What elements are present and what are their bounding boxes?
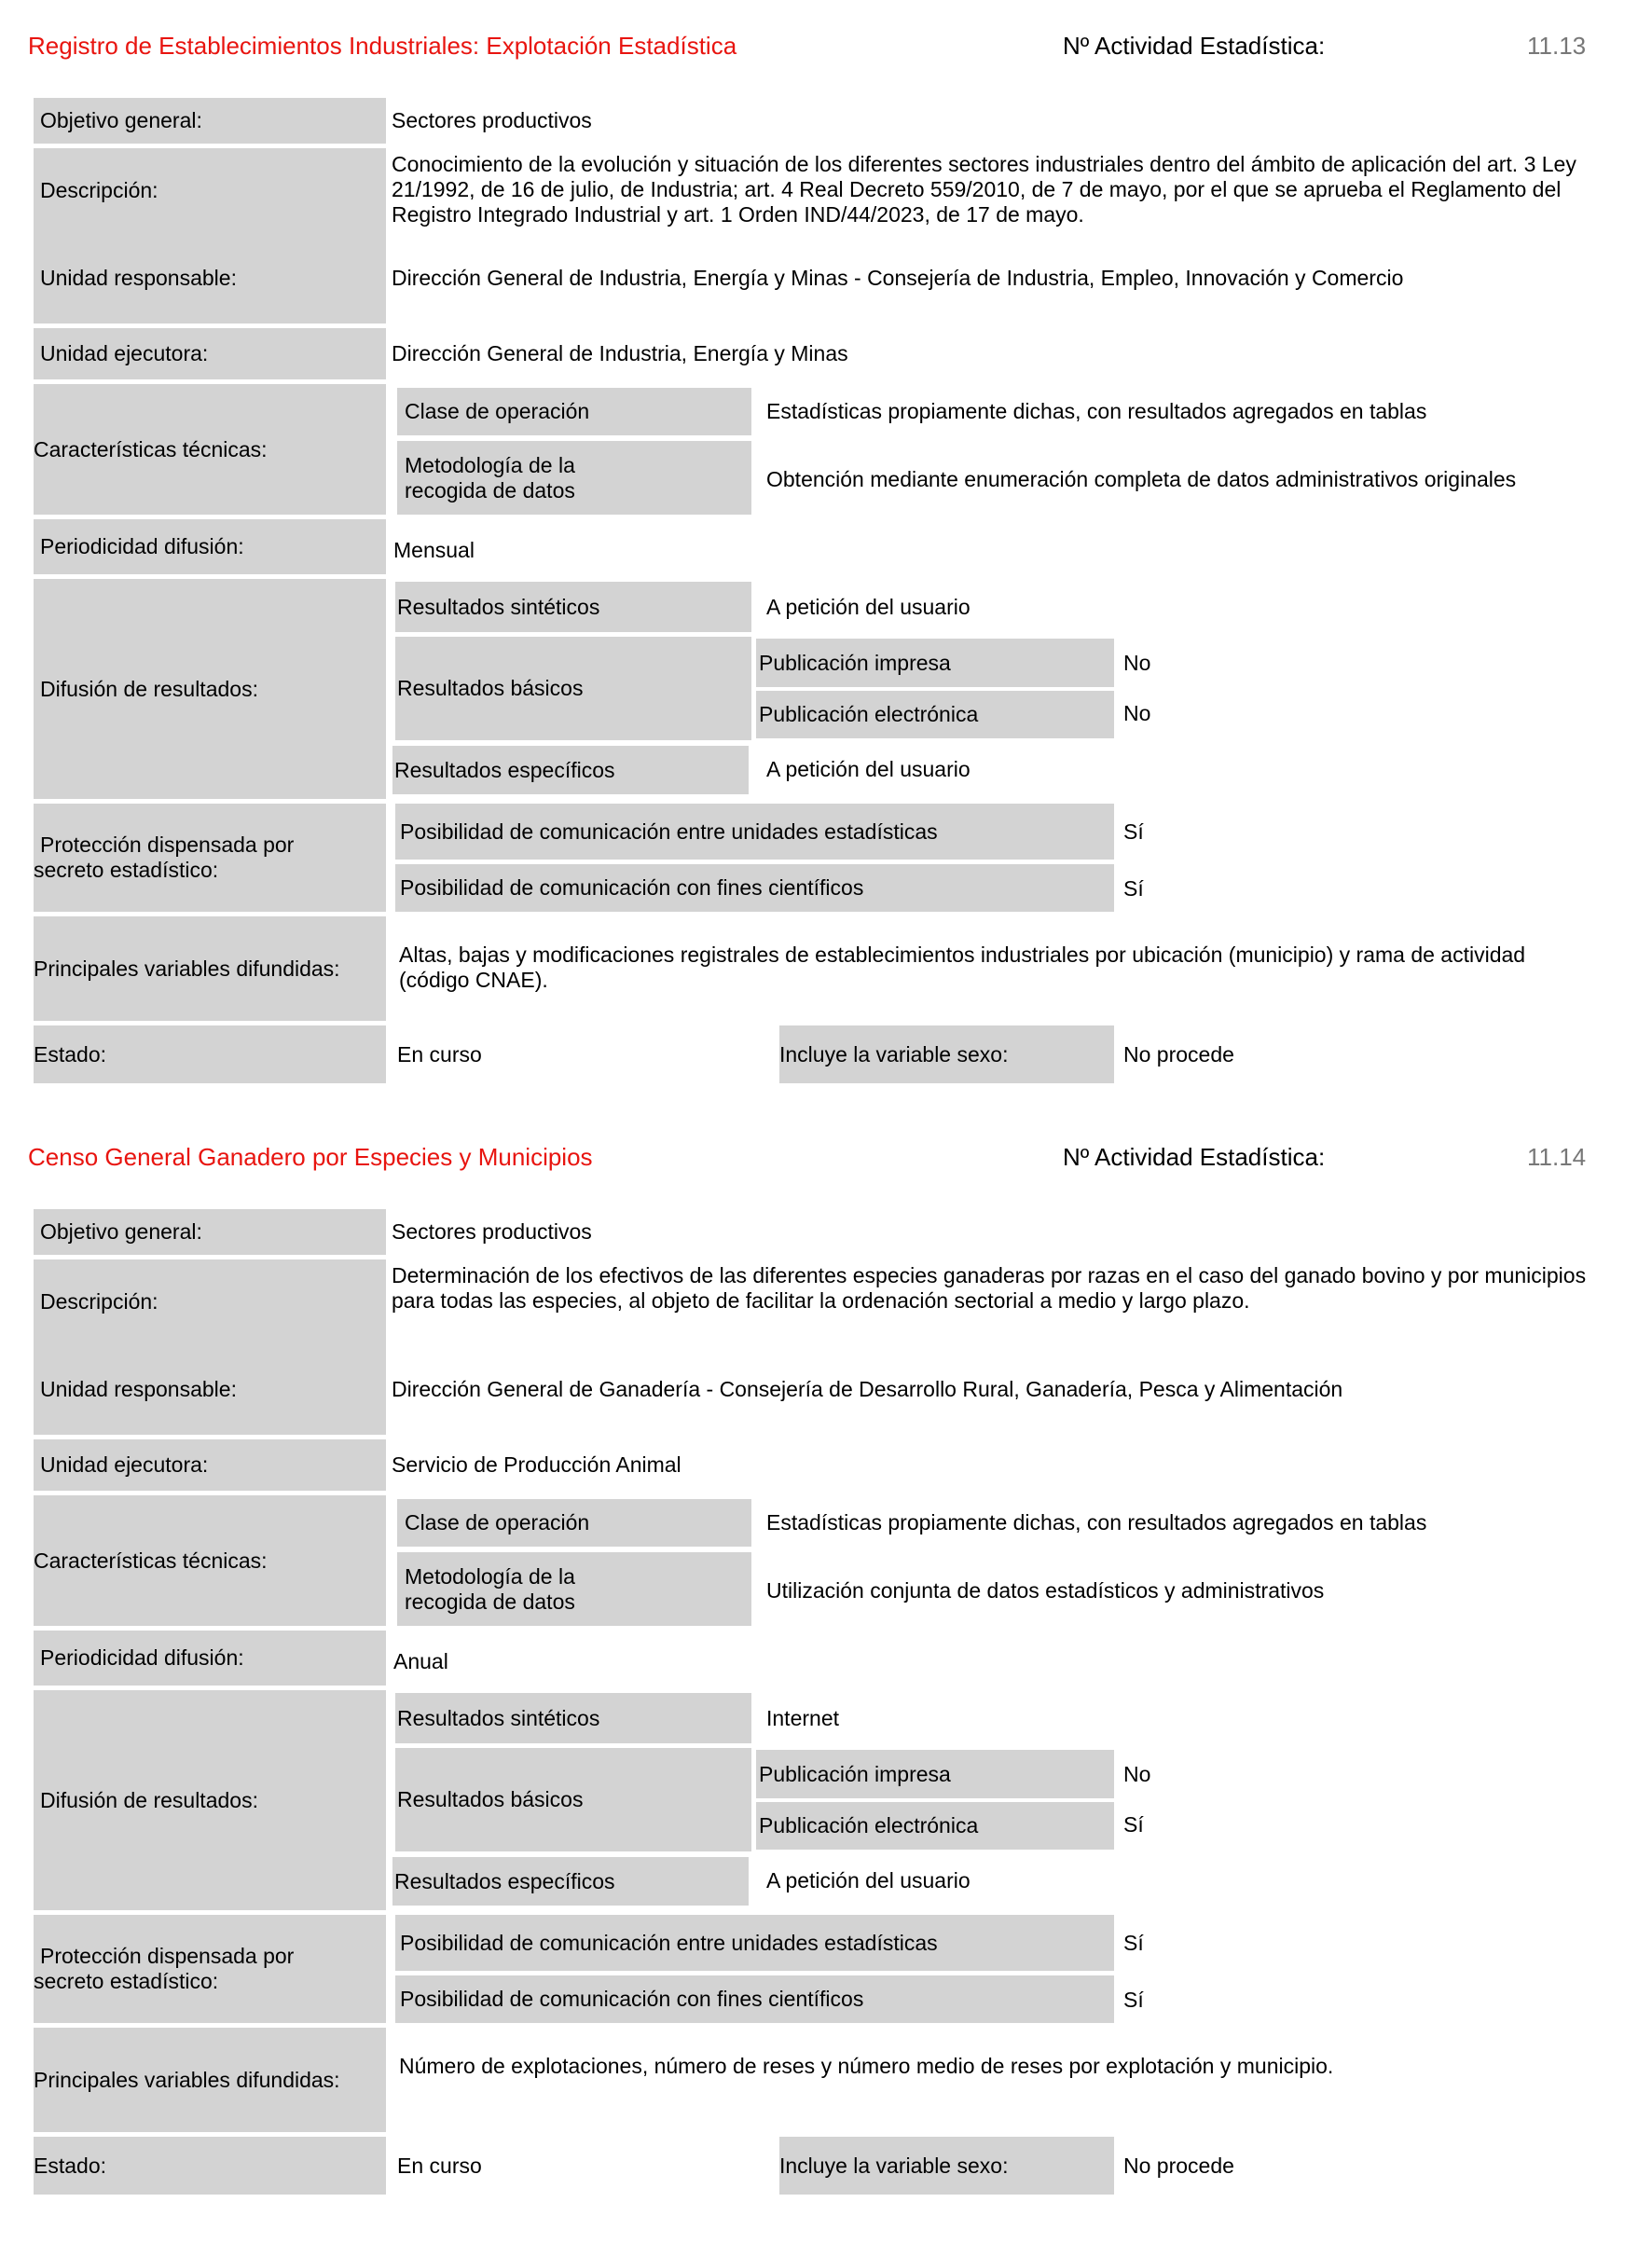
- sex-variable-value: No procede: [1123, 1042, 1234, 1067]
- synthetic-results-label: [395, 1693, 751, 1743]
- cell-label-text: Unidad ejecutora:: [40, 1452, 209, 1477]
- cell-label-text: Difusión de resultados:: [40, 676, 258, 701]
- executing-unit-value: Servicio de Producción Animal: [392, 1452, 681, 1477]
- cell-label-text: Metodología de la recogida de datos: [405, 1563, 575, 1614]
- periodicity-label: [34, 1631, 386, 1686]
- cell-label-text: Objetivo general:: [40, 108, 202, 132]
- periodicity-value: Mensual: [393, 538, 475, 562]
- methodology-label: [397, 441, 751, 515]
- cell-label-text: Difusión de resultados:: [40, 1787, 258, 1812]
- objective-label: [34, 1209, 386, 1255]
- objective-value: Sectores productivos: [392, 108, 592, 132]
- operation-class-value: Estadísticas propiamente dichas, con resultados agregados en tablas: [766, 399, 1427, 423]
- periodicity-value: Anual: [393, 1649, 448, 1673]
- synthetic-results-label: [395, 582, 751, 632]
- cell-label-text: Publicación electrónica: [759, 1813, 979, 1837]
- protection-label: [34, 804, 386, 912]
- cell-label-text: Resultados específicos: [394, 1868, 615, 1893]
- activity-number-label: Nº Actividad Estadística:: [1063, 32, 1326, 60]
- cell-label-text: Resultados sintéticos: [397, 1705, 600, 1730]
- dissemination-label: [34, 579, 386, 799]
- cell-label-text: Posibilidad de comunicación con fines científicos: [400, 875, 864, 900]
- technical-label: [34, 1495, 386, 1626]
- electronic-publication-value: Sí: [1123, 1812, 1144, 1837]
- electronic-publication-label: [756, 691, 1114, 738]
- methodology-label: [397, 1552, 751, 1626]
- cell-label-text: Publicación impresa: [759, 1761, 951, 1786]
- main-variables-value: Altas, bajas y modificaciones registrales de establecimientos industriales por ubicación (municipio) y rama de actividad (código CNAE).: [399, 943, 1526, 992]
- cell-label-text: Principales variables difundidas:: [34, 956, 340, 981]
- cell-label-text: Resultados básicos: [397, 676, 584, 700]
- comm-science-label: [395, 864, 1114, 912]
- main-variables-value: Número de explotaciones, número de reses y número medio de reses por explotación y municipio.: [399, 2054, 1334, 2078]
- sex-variable-label: [779, 1025, 1114, 1083]
- statistical-activity-record: [0, 1111, 1652, 2221]
- technical-label: [34, 384, 386, 515]
- cell-label-text: Principales variables difundidas:: [34, 2067, 340, 2092]
- cell-label-text: Clase de operación: [405, 399, 590, 423]
- specific-results-label: [392, 1857, 749, 1906]
- description-value: Conocimiento de la evolución y situación de los diferentes sectores industriales dentro del ámbito de aplicación del art. 3 Ley 21/1992, de 16 de julio, de Industria; art. 4 Real Decreto 559/2010, de 7 de mayo, por el que se aprueba el Reglamento del Registro Integrado Industrial y art. 1 Orden IND/44/2023, de 17 de mayo.: [392, 152, 1576, 227]
- activity-title: Registro de Establecimientos Industriales: Explotación Estadística: [28, 32, 737, 60]
- operation-class-label: [397, 1499, 751, 1547]
- comm-science-label: [395, 1975, 1114, 2023]
- sex-variable-label: [779, 2137, 1114, 2195]
- cell-label-text: Estado:: [34, 2153, 106, 2178]
- comm-science-value: Sí: [1123, 1988, 1144, 2012]
- activity-number: 11.13: [1527, 32, 1587, 60]
- cell-label-text: Clase de operación: [405, 1510, 590, 1534]
- protection-label: [34, 1915, 386, 2023]
- cell-label-text: Periodicidad difusión:: [40, 534, 244, 558]
- executing-unit-label: [34, 1439, 386, 1491]
- comm-units-label: [395, 1915, 1114, 1971]
- basic-results-label: [395, 637, 751, 740]
- cell-label-text: Incluye la variable sexo:: [779, 2153, 1009, 2178]
- periodicity-label: [34, 519, 386, 574]
- comm-units-value: Sí: [1123, 819, 1144, 844]
- responsible-unit-value: Dirección General de Ganadería - Consejería de Desarrollo Rural, Ganadería, Pesca y Alimentación: [392, 1377, 1343, 1401]
- operation-class-value: Estadísticas propiamente dichas, con resultados agregados en tablas: [766, 1510, 1427, 1534]
- executing-unit-value: Dirección General de Industria, Energía y Minas: [392, 341, 848, 365]
- cell-label-text: Posibilidad de comunicación entre unidades estadísticas: [400, 819, 938, 844]
- comm-units-value: Sí: [1123, 1931, 1144, 1955]
- main-variables-label: [34, 916, 386, 1021]
- cell-label-text: Posibilidad de comunicación entre unidades estadísticas: [400, 1930, 938, 1955]
- printed-publication-value: No: [1123, 651, 1151, 675]
- main-variables-label: [34, 2028, 386, 2132]
- synthetic-results-value: A petición del usuario: [766, 595, 971, 619]
- printed-publication-value: No: [1123, 1762, 1151, 1786]
- specific-results-label: [392, 746, 749, 794]
- status-value: En curso: [397, 1042, 482, 1067]
- cell-label-text: Metodología de la recogida de datos: [405, 452, 575, 502]
- statistical-activity-record: [0, 0, 1652, 1109]
- responsible-unit-value: Dirección General de Industria, Energía y Minas - Consejería de Industria, Empleo, Innovación y Comercio: [392, 266, 1404, 290]
- cell-label-text: Resultados específicos: [394, 757, 615, 782]
- description-label-cell: [34, 1259, 386, 1435]
- dissemination-label: [34, 1690, 386, 1910]
- status-label: [34, 2137, 386, 2195]
- basic-results-label: [395, 1748, 751, 1851]
- status-value: En curso: [397, 2154, 482, 2178]
- electronic-publication-label: [756, 1802, 1114, 1850]
- printed-publication-label: [756, 639, 1114, 687]
- methodology-value: Utilización conjunta de datos estadísticos y administrativos: [766, 1578, 1325, 1603]
- description-value: Determinación de los efectivos de las diferentes especies ganaderas por razas en el caso del ganado bovino y por municipios para todas las especies, al objeto de facilitar la ordenación sectorial a medio y largo plazo.: [392, 1263, 1587, 1313]
- description-label-cell: [34, 148, 386, 323]
- cell-label-text: Características técnicas:: [34, 436, 268, 461]
- synthetic-results-value: Internet: [766, 1706, 839, 1730]
- sex-variable-value: No procede: [1123, 2154, 1234, 2178]
- cell-label-text: Resultados sintéticos: [397, 594, 600, 619]
- activity-number: 11.14: [1527, 1143, 1587, 1171]
- cell-label-text: Características técnicas:: [34, 1548, 268, 1573]
- status-label: [34, 1025, 386, 1083]
- specific-results-value: A petición del usuario: [766, 1868, 971, 1892]
- comm-units-label: [395, 804, 1114, 860]
- objective-value: Sectores productivos: [392, 1219, 592, 1244]
- executing-unit-label: [34, 328, 386, 379]
- cell-label-text: Posibilidad de comunicación con fines científicos: [400, 1987, 864, 2011]
- cell-label-text: Publicación impresa: [759, 650, 951, 675]
- cell-label-text: Protección dispensada por secreto estadístico:: [34, 833, 295, 882]
- description-label: Descripción:: [40, 1289, 158, 1314]
- activity-title: Censo General Ganadero por Especies y Municipios: [28, 1143, 593, 1171]
- cell-label-text: Protección dispensada por secreto estadístico:: [34, 1944, 295, 1993]
- cell-label-text: Objetivo general:: [40, 1219, 202, 1244]
- specific-results-value: A petición del usuario: [766, 757, 971, 781]
- responsible-unit-label: Unidad responsable:: [40, 1377, 237, 1401]
- cell-label-text: Periodicidad difusión:: [40, 1645, 244, 1670]
- comm-science-value: Sí: [1123, 876, 1144, 901]
- cell-label-text: Resultados básicos: [397, 1787, 584, 1811]
- cell-label-text: Incluye la variable sexo:: [779, 1041, 1009, 1067]
- methodology-value: Obtención mediante enumeración completa de datos administrativos originales: [766, 467, 1517, 491]
- operation-class-label: [397, 388, 751, 435]
- activity-number-label: Nº Actividad Estadística:: [1063, 1143, 1326, 1171]
- responsible-unit-label: Unidad responsable:: [40, 266, 237, 290]
- cell-label-text: Unidad ejecutora:: [40, 341, 209, 365]
- printed-publication-label: [756, 1750, 1114, 1798]
- description-label: Descripción:: [40, 178, 158, 202]
- cell-label-text: Publicación electrónica: [759, 702, 979, 726]
- objective-label: [34, 98, 386, 144]
- cell-label-text: Estado:: [34, 1041, 106, 1067]
- electronic-publication-value: No: [1123, 701, 1151, 725]
